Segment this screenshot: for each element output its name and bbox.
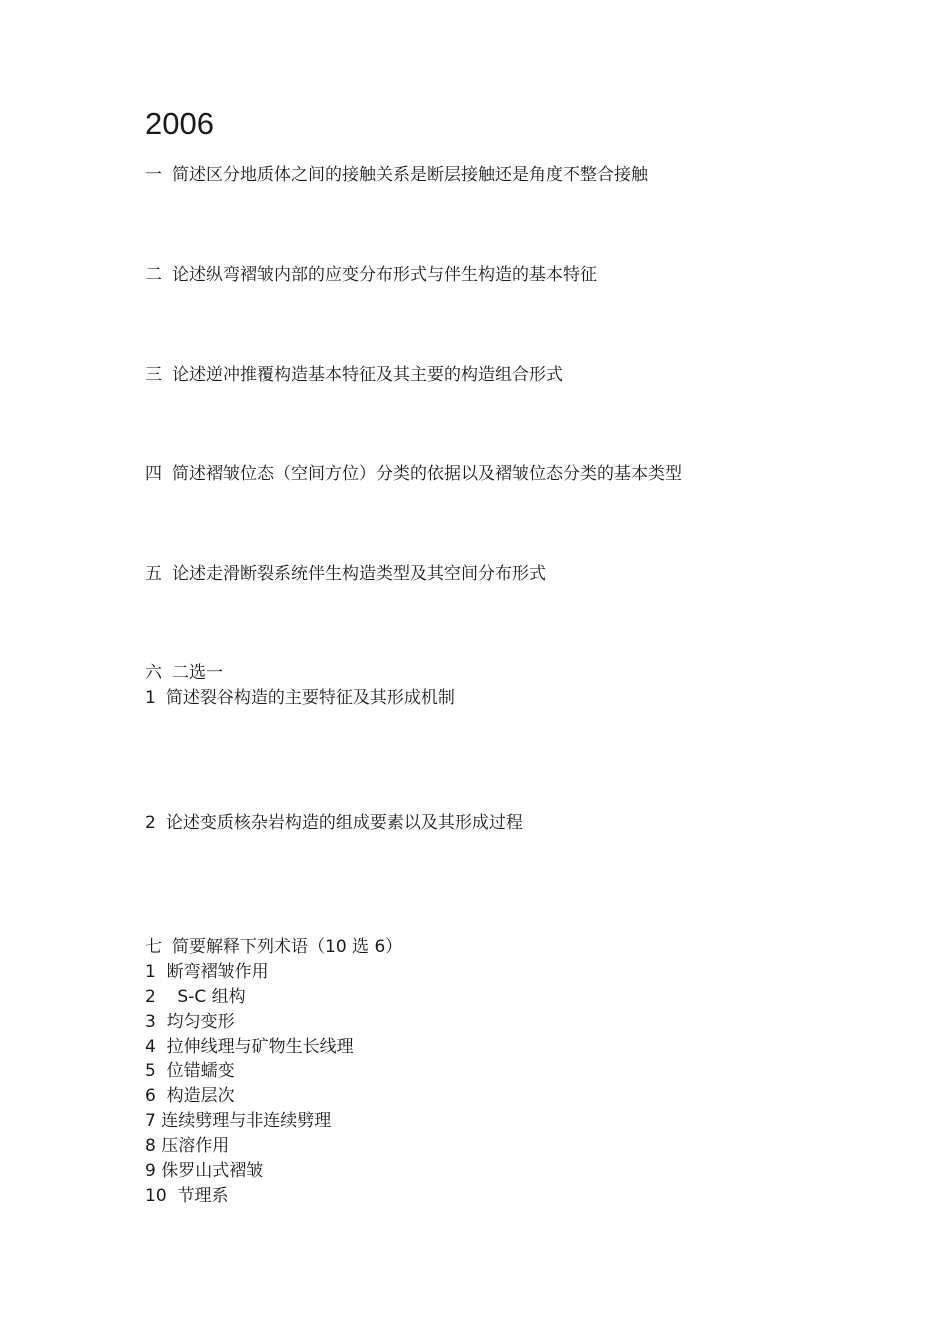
term-item: 3 均匀变形 (145, 1012, 235, 1032)
question-1 (145, 163, 648, 187)
question-text: 论述逆冲推覆构造基本特征及其主要的构造组合形式 (172, 365, 563, 385)
term-item: 8 压溶作用 (145, 1136, 230, 1156)
option-number: 1 (145, 688, 156, 708)
question-number: 五 (145, 564, 162, 584)
term-item: 7 连续劈理与非连续劈理 (145, 1111, 332, 1131)
option-text: 论述变质核杂岩构造的组成要素以及其形成过程 (165, 813, 523, 833)
question-number: 四 (145, 464, 162, 484)
question-text: 论述走滑断裂系统伴生构造类型及其空间分布形式 (172, 564, 546, 584)
option-text: 简述裂谷构造的主要特征及其形成机制 (165, 688, 455, 708)
question-4 (145, 462, 682, 486)
term-item: 2 S-C 组构 (145, 987, 246, 1007)
question-6-option-1 (145, 686, 455, 710)
term-item: 4 拉伸线理与矿物生长线理 (145, 1037, 354, 1057)
question-text: 简述褶皱位态（空间方位）分类的依据以及褶皱位态分类的基本类型 (172, 464, 682, 484)
question-6-option-2 (145, 811, 523, 835)
question-number: 七 (145, 937, 162, 957)
term-item: 10 节理系 (145, 1186, 229, 1206)
question-7 (145, 935, 402, 959)
question-5 (145, 562, 546, 586)
year-title: 2006 (145, 106, 214, 141)
term-item: 6 构造层次 (145, 1086, 235, 1106)
question-text: 论述纵弯褶皱内部的应变分布形式与伴生构造的基本特征 (172, 265, 597, 285)
term-item: 5 位错蠕变 (145, 1061, 235, 1081)
question-6 (145, 661, 223, 685)
question-text: 简述区分地质体之间的接触关系是断层接触还是角度不整合接触 (172, 165, 648, 185)
term-item: 1 断弯褶皱作用 (145, 962, 269, 982)
term-item: 9 侏罗山式褶皱 (145, 1161, 264, 1181)
question-text: 简要解释下列术语（10 选 6） (172, 937, 403, 957)
question-number: 六 (145, 663, 162, 683)
question-2 (145, 263, 597, 287)
question-number: 二 (145, 265, 162, 285)
question-number: 一 (145, 165, 162, 185)
option-number: 2 (145, 813, 156, 833)
question-text: 二选一 (172, 663, 223, 683)
question-number: 三 (145, 365, 162, 385)
question-3 (145, 363, 563, 387)
